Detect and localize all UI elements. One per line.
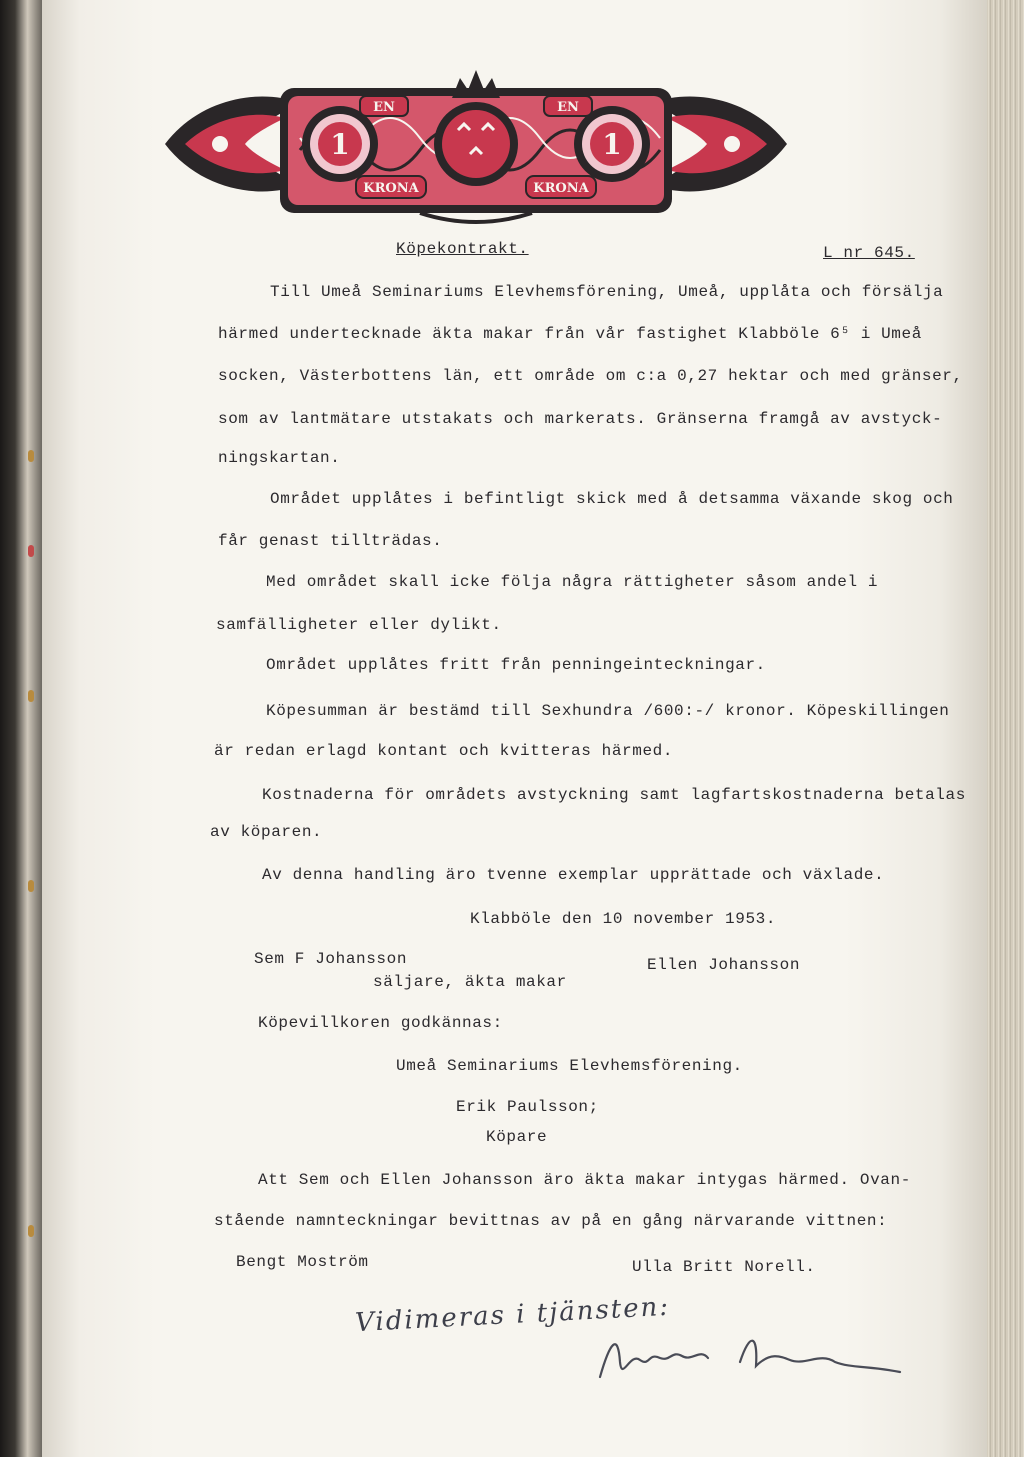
witness-signature-1: Bengt Moström [236, 1253, 369, 1271]
crown-emblem [434, 70, 518, 186]
stamp-ornament-left [165, 97, 300, 192]
binding-mark [28, 1225, 34, 1237]
text-line: Av denna handling äro tvenne exemplar upprättade och växlade. [262, 866, 885, 884]
attestation-line: stående namnteckningar bevittnas av på en gång närvarande vittnen: [214, 1212, 888, 1230]
seller-role: säljare, äkta makar [373, 973, 567, 991]
text-line: socken, Västerbottens län, ett område om c:a 0,27 hektar och med gränser, [218, 367, 963, 385]
binding-mark [28, 545, 34, 557]
reference-number: L nr 645. [823, 244, 915, 262]
buyer-role: Köpare [486, 1128, 548, 1146]
stamp-value-right: 1 [602, 128, 622, 161]
text-line: Området upplåtes i befintligt skick med å detsamma växande skog och [270, 490, 954, 508]
text-line: samfälligheter eller dylikt. [216, 616, 502, 634]
text-line: ningskartan. [218, 449, 341, 467]
place-date: Klabböle den 10 november 1953. [470, 910, 777, 928]
text-line: är redan erlagd kontant och kvitteras härmed. [214, 742, 674, 760]
stamp-value-left: 1 [330, 128, 350, 161]
text-line: Med området skall icke följa några rättigheter såsom andel i [266, 573, 879, 591]
text-line: av köparen. [210, 823, 323, 841]
stamp-text-top-right: EN [557, 100, 579, 115]
stamp-text-bottom-right: KRONA [533, 181, 589, 196]
buyer-signer: Erik Paulsson; [456, 1098, 599, 1116]
stamp-text-bottom-left: KRONA [363, 181, 419, 196]
text-line: som av lantmätare utstakats och markerats. Gränserna framgå av avstyck- [218, 410, 943, 428]
binding-mark [28, 880, 34, 892]
approval-text: Köpevillkoren godkännas: [258, 1014, 503, 1032]
text-line: härmed undertecknade äkta makar från vår fastighet Klabböle 6⁵ i Umeå [218, 325, 922, 343]
witness-signature-2: Ulla Britt Norell. [632, 1258, 816, 1276]
text-line: Kostnaderna för områdets avstyckning samt lagfartskostnaderna betalas [262, 786, 966, 804]
document-title: Köpekontrakt. [396, 240, 529, 258]
binding-mark [28, 450, 34, 462]
page-edges [987, 0, 1024, 1457]
handwritten-certification-note: Vidimeras i tjänsten: [354, 1291, 671, 1339]
text-line: Till Umeå Seminariums Elevhemsförening, Umeå, upplåta och försälja [270, 283, 944, 301]
revenue-stamp [160, 58, 792, 230]
seller-signature-2: Ellen Johansson [647, 956, 801, 974]
attestation-line: Att Sem och Ellen Johansson äro äkta makar intygas härmed. Ovan- [258, 1171, 911, 1189]
handwritten-signature [590, 1322, 910, 1392]
text-line: får genast tillträdas. [218, 532, 443, 550]
buyer-organization: Umeå Seminariums Elevhemsförening. [396, 1057, 743, 1075]
stamp-ornament-right [652, 97, 787, 192]
binding-mark [28, 690, 34, 702]
text-line: Området upplåtes fritt från penningeinteckningar. [266, 656, 766, 674]
seller-signature-1: Sem F Johansson [254, 950, 408, 968]
text-line: Köpesumman är bestämd till Sexhundra /600:-/ kronor. Köpeskillingen [266, 702, 950, 720]
stamp-text-top-left: EN [373, 100, 395, 115]
